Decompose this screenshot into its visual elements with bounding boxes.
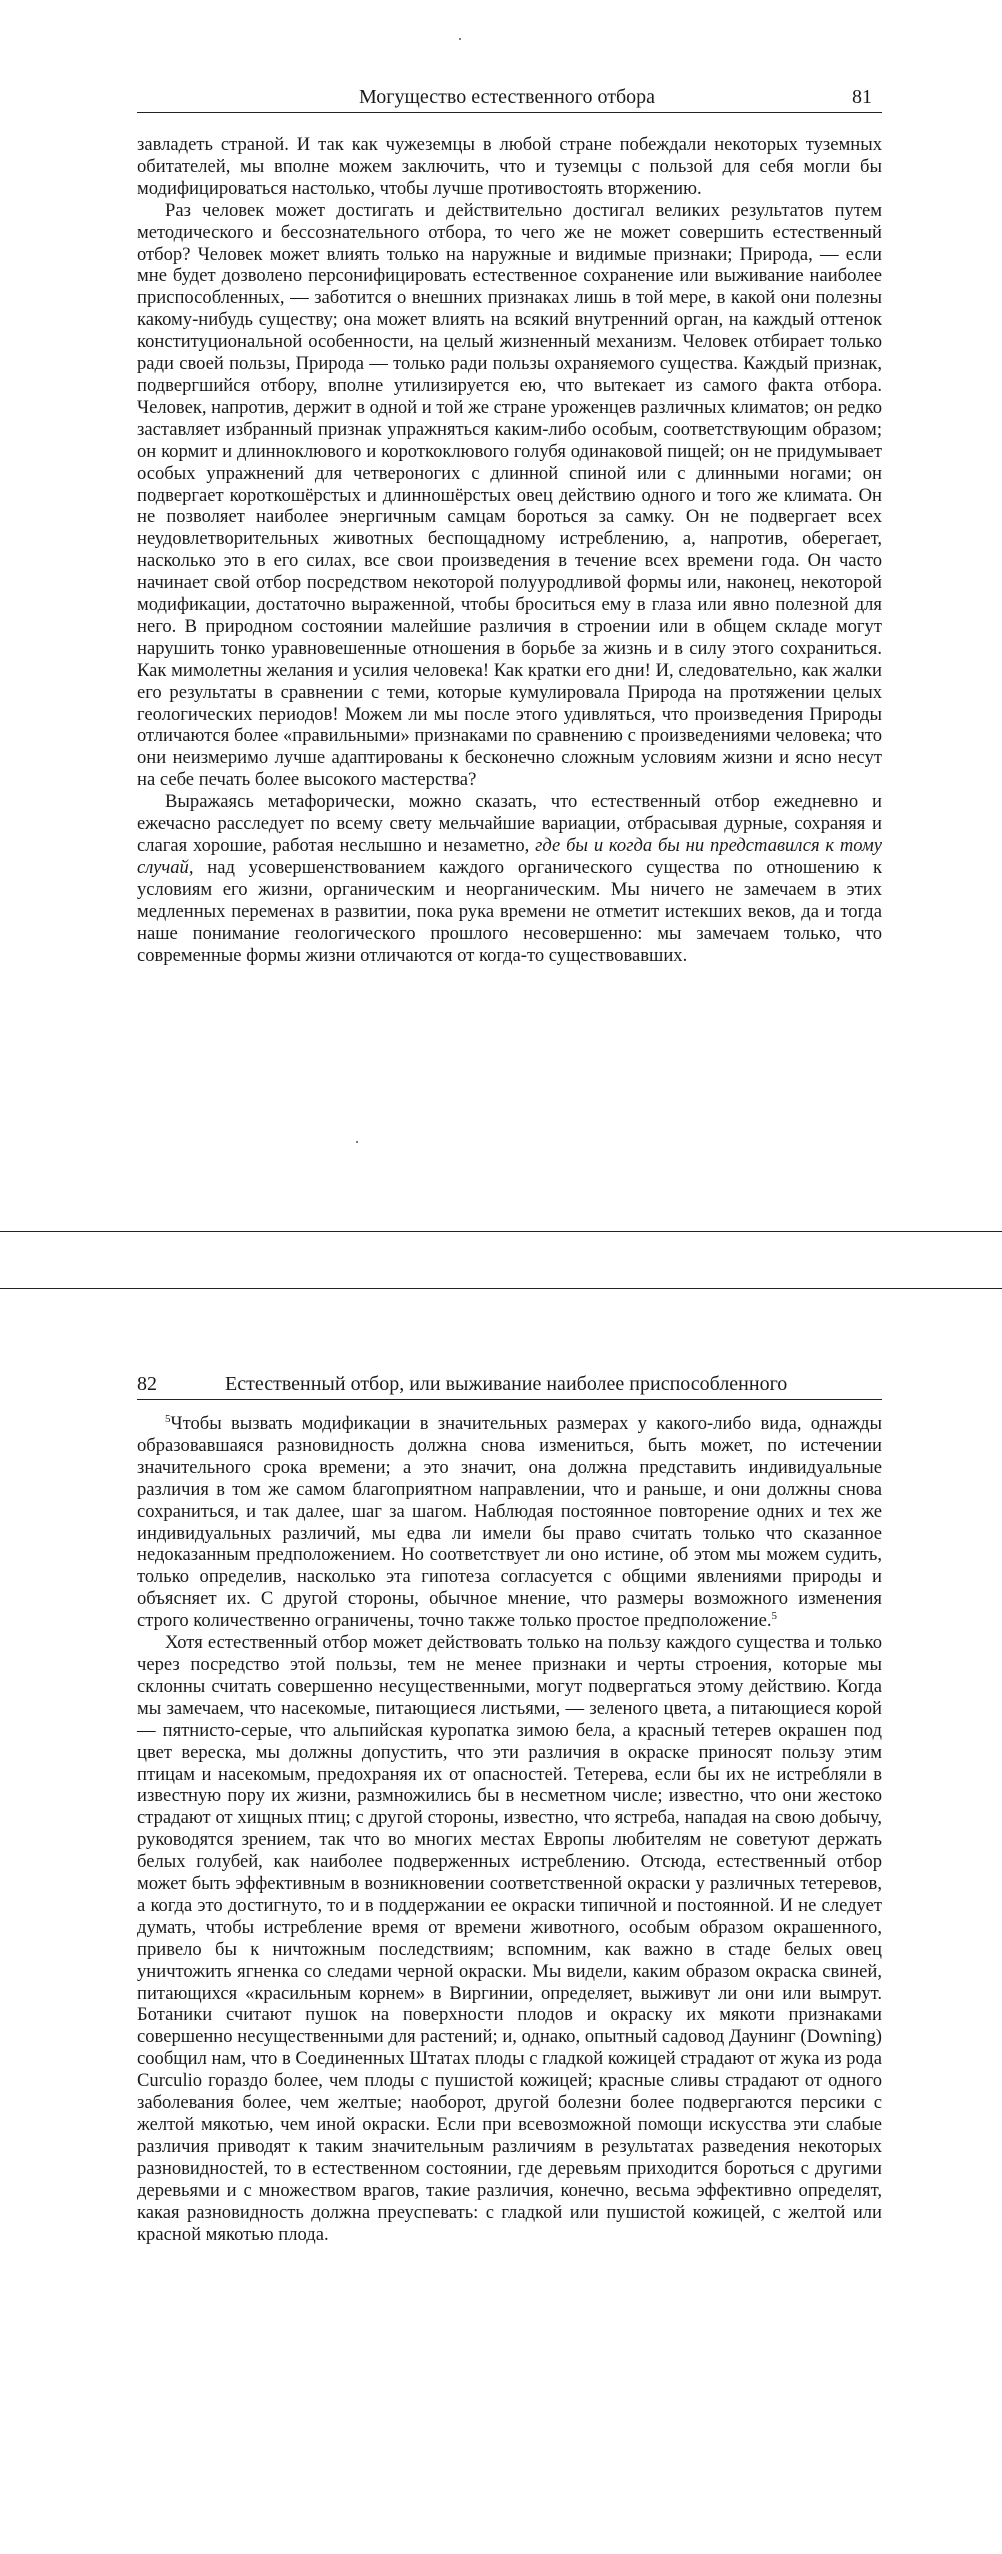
- paragraph: [137, 1413, 882, 1632]
- paragraph-text: Чтобы вызвать модификации в значительных размерах у какого-либо вида, однажды образовавшаяся разновидность должна снова измениться, быть может, по истечении значительного срока времени; а это значит, она должна представить индивидуальные различия в том же самом благоприятном направлении, что и раньше, и они должны снова сохраниться, и так далее, шаг за шагом. Наблюдая постоянное повторение одних и тех же индивидуальных различий, мы едва ли имели бы право считать только что сказанное недоказанным предположением. Но соответствует ли оно истине, об этом мы можем судить, только определив, насколько эта гипотеза согласуется с общими явлениями природы и объясняет их. С другой стороны, обычное мнение, что размеры возможного изменения строго количественно ограничены, точно также только простое предположение.: [137, 1413, 882, 1632]
- footnote-mark: 5: [771, 1609, 777, 1622]
- page-gap: [0, 1232, 1002, 1288]
- paragraph: Хотя естественный отбор может действовать только на пользу каждого существа и только через посредство этой пользы, тем не менее признаки и черты строения, которые мы склонны считать совершенно несущественными, могут подвергаться этому действию. Когда мы замечаем, что насекомые, питающиеся листьями, — зеленого цвета, а питающиеся корой — пятнисто-серые, что альпийская куропатка зимою бела, а красный тетерев окрашен под цвет вереска, мы должны допустить, что эти различия в окраске приносят пользу этим птицам и насекомым, предохраняя их от опасностей. Тетерева, если бы их не истребляли в известную пору их жизни, размножились бы в несметном числе; известно, что они жестоко страдают от хищных птиц; с другой стороны, известно, что ястреба, нападая на свою добычу, руководятся зрением, так что во многих местах Европы любителям не советуют держать белых голубей, как наиболее подверженных истреблению. Отсюда, естественный отбор может быть эффективным в возникновении соответственной окраски у различных тетеревов, а когда это достигнуто, то и в поддержании ее окраски типичной и постоянной. И не следует думать, чтобы истребление время от времени животного, особым образом окрашенного, привело бы к ничтожным последствиям; вспомним, как важно в стаде белых овец уничтожить ягненка со следами черной окраски. Мы видели, каким образом окраска свиней, питающихся «красильным корнем» в Виргинии, определяет, выживут ли они или вымрут. Ботаники считают пушок на поверхности плодов и окраску их мякоти признаками совершенно несущественными для растений; и, однако, опытный садовод Даунинг (Downing) сообщил нам, что в Соединенных Штатах плоды с гладкой кожицей страдают от жука из рода Curculio гораздо более, чем плоды с пушистой кожицей; красные сливы страдают от одного заболевания более, чем желтые; наоборот, другой болезни более подвергаются персики с желтой мякотью, чем иной окраски. Если при всевозможной помощи искусства эти слабые различия приводят к таким значительным различиям в результатах разведения некоторых разновидностей, то в естественном состоянии, где деревьям приходится бороться с другими деревьями и с множеством врагов, такие различия, конечно, весьма эффективно определят, какая разновидность должна преуспевать: с гладкой или пушистой кожицей, с желтой или красной мякотью плода.: [137, 1632, 882, 2245]
- running-head-title: Могущество естественного отбора: [359, 86, 656, 108]
- paragraph-text: Выражаясь метафорически, можно сказать, что естественный отбор ежедневно и ежечасно расследует по всему свету мельчайшие вариации, отбрасывая дурные, сохраняя и слагая хорошие, работая неслышно и незаметно,: [137, 791, 882, 856]
- paragraph: завладеть страной. И так как чужеземцы в любой стране побеждали некоторых туземных обитателей, мы вполне можем заключить, что и туземцы с пользой для себя могли бы модифицироваться настолько, чтобы лучше противостоять вторжению.: [137, 134, 882, 199]
- scan-speck: [459, 38, 461, 40]
- paragraph: Раз человек может достигать и действительно достигал великих результатов путем методического и бессознательного отбора, то чего же не может совершить естественный отбор? Человек может влиять только на наружные и видимые признаки; Природа, — если мне будет дозволено персонифицировать естественное сохранение или выживание наиболее приспособленных, — заботится о внешних признаках лишь в той мере, в какой они полезны какому-нибудь существу; она может влиять на всякий внутренний орган, на каждый оттенок конституциональной особенности, на целый жизненный механизм. Человек отбирает только ради своей пользы, Природа — только ради пользы охраняемого существа. Каждый признак, подвергшийся отбору, вполне утилизируется ею, что вытекает из самого факта отбора. Человек, напротив, держит в одной и той же стране уроженцев различных климатов; он редко заставляет избранный признак упражняться каким-либо особым, соответствующим образом; он кормит и длинноклювого и короткоклювого голубя одинаковой пищей; он не придумывает особых упражнений для четвероногих с длинной спиной или с длинными ногами; он подвергает короткошёрстых и длинношёрстых овец действию одного и того же климата. Он не позволяет наиболее энергичным самцам бороться за самку. Он не подвергает всех неудовлетворительных животных беспощадному истреблению, а, напротив, оберегает, насколько это в его силах, все свои произведения в течение всех времени года. Он часто начинает свой отбор посредством некоторой полууродливой формы или, наконец, некоторой модификации, достаточно выраженной, чтобы броситься ему в глаза или явно полезной для него. В природном состоянии малейшие различия в строении или в общем складе могут нарушить тонко уравновешенные отношения в борьбе за жизнь и в силу этого сохраниться. Как мимолетны желания и усилия человека! Как кратки его дни! И, следовательно, как жалки его результаты в сравнении с теми, которые кумулировала Природа на протяжении целых геологических периодов! Можем ли мы после этого удивляться, что произведения Природы отличаются более «правильными» признаками по сравнению с произведениями человека; что они неизмеримо лучше адаптированы к бесконечно сложным условиям жизни и ясно несут на себе печать более высокого мастерства?: [137, 199, 882, 791]
- running-head: [137, 1369, 882, 1400]
- page-82: [0, 1288, 1002, 2554]
- italic-phrase: где бы и когда бы ни представился к тому случай,: [137, 835, 883, 878]
- paragraph-text: над усовершенствованием каждого органического существа по отношению к условиям его жизни, органическим и неорганическим. Мы ничего не замечаем в этих медленных переменах в развитии, пока рука времени не отметит истекших веков, да и тогда наше понимание геологического прошлого несовершенно: мы замечаем только, что современные формы жизни отличаются от когда-то существовавших.: [137, 856, 882, 966]
- page-number: 81: [852, 86, 872, 108]
- body-text: [137, 1413, 882, 2245]
- page-81: [0, 0, 1002, 1232]
- footnote-mark: 5: [165, 1412, 171, 1425]
- page-number: 82: [137, 1373, 157, 1395]
- running-head-title: Естественный отбор, или выживание наиболее приспособленного: [225, 1373, 788, 1395]
- body-text: [137, 134, 882, 966]
- scan-speck: [356, 1141, 358, 1143]
- paragraph: [137, 791, 882, 966]
- running-head: [137, 82, 882, 113]
